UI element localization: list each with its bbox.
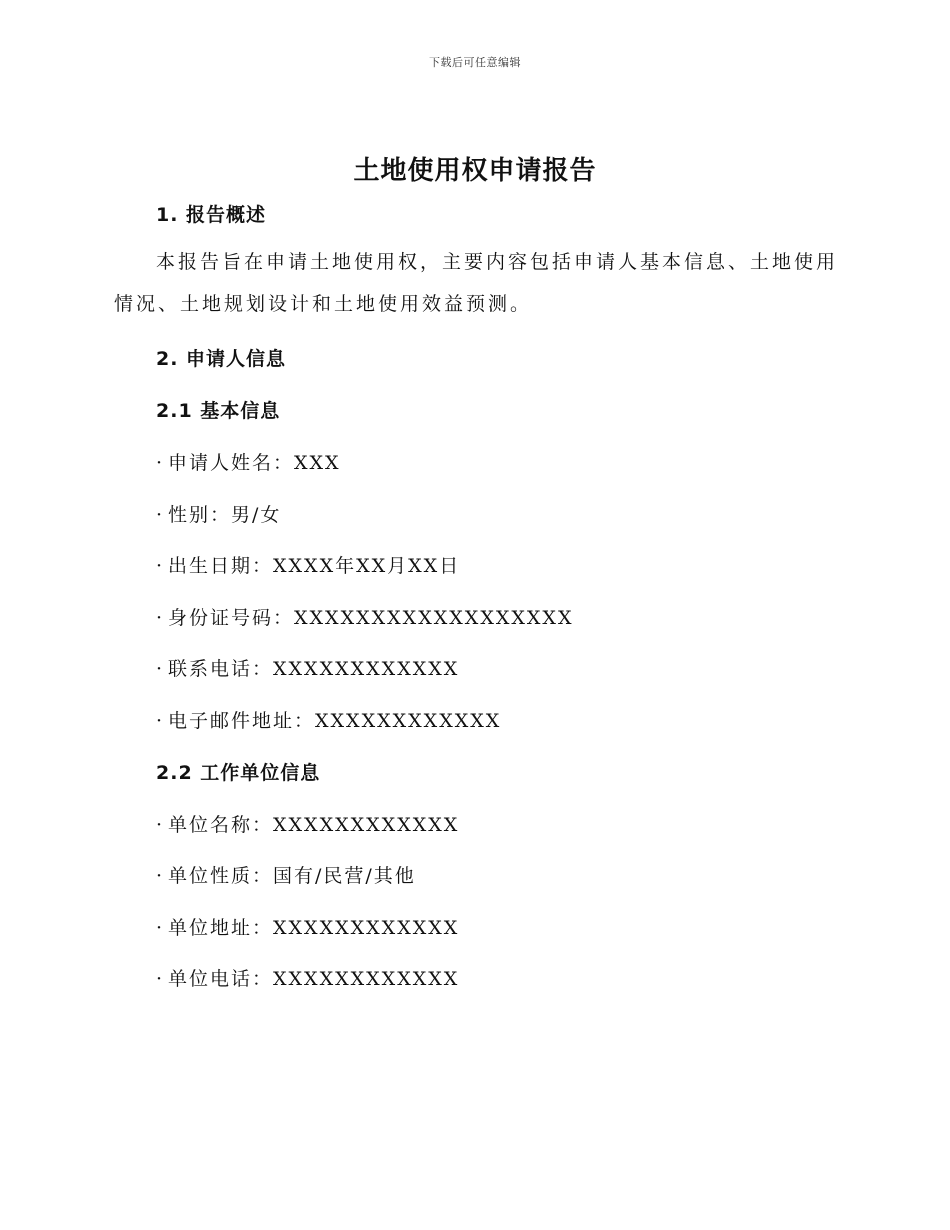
bullet-marker: · [156, 917, 165, 939]
list-item-id-number [156, 603, 573, 630]
list-item-email [156, 706, 501, 733]
header-note: 下载后可任意编辑 [429, 56, 521, 69]
list-item-text: 单位电话：XXXXXXXXXXXX [168, 968, 460, 990]
list-item-gender [156, 500, 281, 527]
bullet-marker: · [156, 504, 165, 526]
bullet-marker: · [156, 968, 165, 990]
section-heading-applicant: 2. 申请人信息 [156, 348, 287, 370]
section-heading-basic-info: 2.1 基本信息 [156, 400, 281, 422]
list-item-text: 单位性质：国有/民营/其他 [168, 865, 416, 887]
bullet-marker: · [156, 865, 165, 887]
section-heading-overview: 1. 报告概述 [156, 204, 267, 226]
bullet-marker: · [156, 555, 165, 577]
list-item-text: 身份证号码：XXXXXXXXXXXXXXXXXX [168, 607, 574, 629]
list-item-text: 单位地址：XXXXXXXXXXXX [168, 917, 460, 939]
list-item-employer-name [156, 810, 459, 837]
list-item-text: 申请人姓名：XXX [168, 452, 341, 474]
overview-paragraph: 本报告旨在申请土地使用权，主要内容包括申请人基本信息、土地使用情况、土地规划设计和土地使用效益预测。 [114, 251, 839, 315]
section-heading-employer-info: 2.2 工作单位信息 [156, 762, 321, 784]
bullet-marker: · [156, 607, 165, 629]
list-item-phone [156, 654, 459, 681]
document-title: 土地使用权申请报告 [353, 156, 597, 186]
list-item-text: 电子邮件地址：XXXXXXXXXXXX [168, 710, 502, 732]
bullet-marker: · [156, 814, 165, 836]
bullet-marker: · [156, 658, 165, 680]
bullet-marker: · [156, 452, 165, 474]
list-item-text: 性别：男/女 [168, 504, 282, 526]
list-item-employer-address [156, 913, 459, 940]
bullet-marker: · [156, 710, 165, 732]
list-item-birth-date [156, 551, 460, 578]
list-item-applicant-name [156, 448, 341, 475]
list-item-text: 单位名称：XXXXXXXXXXXX [168, 814, 460, 836]
list-item-employer-type [156, 861, 416, 888]
list-item-text: 联系电话：XXXXXXXXXXXX [168, 658, 460, 680]
list-item-text: 出生日期：XXXX年XX月XX日 [168, 555, 461, 577]
list-item-employer-phone [156, 964, 459, 991]
